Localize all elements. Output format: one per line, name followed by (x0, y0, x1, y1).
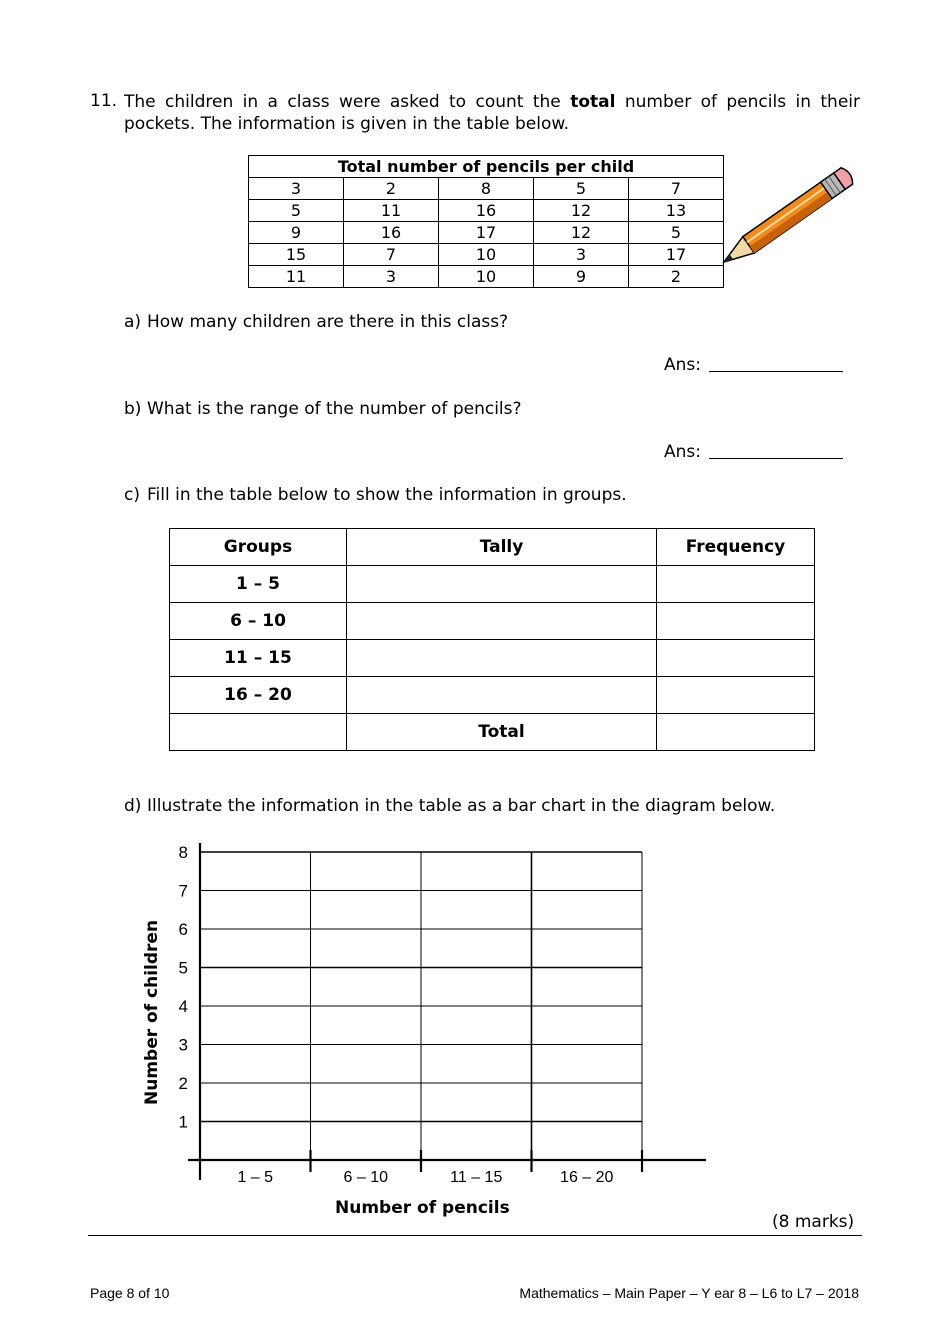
header-tally: Tally (347, 529, 657, 566)
table-cell: 2 (629, 266, 724, 288)
header-groups: Groups (170, 529, 347, 566)
x-tick-label: 1 – 5 (237, 1169, 274, 1186)
part-a-text: How many children are there in this class? (147, 312, 509, 332)
x-tick-label: 16 – 20 (560, 1169, 614, 1186)
table-cell: 3 (249, 178, 344, 200)
answer-b-label: Ans: (664, 442, 701, 462)
table-cell: 15 (249, 244, 344, 266)
part-c-label: c) (124, 485, 140, 505)
group-label: 1 – 5 (170, 566, 347, 603)
table-cell: 16 (344, 222, 439, 244)
table-cell: 2 (344, 178, 439, 200)
part-b-text: What is the range of the number of pencils? (147, 399, 522, 419)
table-cell: 7 (629, 178, 724, 200)
table-cell: 7 (344, 244, 439, 266)
table-cell: 8 (439, 178, 534, 200)
x-axis-label: Number of pencils (335, 1198, 510, 1218)
divider (88, 1235, 862, 1236)
table-cell: 5 (249, 200, 344, 222)
table-cell: 17 (629, 244, 724, 266)
header-frequency: Frequency (657, 529, 815, 566)
part-d-text: Illustrate the information in the table as a bar chart in the diagram below. (147, 796, 776, 816)
question-number: 11. (90, 91, 118, 111)
table-cell: 13 (629, 200, 724, 222)
y-tick-label: 4 (178, 997, 188, 1016)
y-tick-label: 5 (178, 958, 188, 978)
pencils-table-title: Total number of pencils per child (249, 156, 724, 178)
x-tick-label: 6 – 10 (343, 1169, 388, 1186)
table-cell: 3 (344, 266, 439, 288)
y-tick-label: 2 (178, 1074, 188, 1093)
y-tick-label: 8 (178, 843, 188, 862)
answer-a-label: Ans: (664, 355, 701, 375)
table-cell: 9 (249, 222, 344, 244)
table-cell: 3 (534, 244, 629, 266)
table-cell: 5 (534, 178, 629, 200)
part-d-label: d) (124, 796, 142, 816)
table-cell: 12 (534, 222, 629, 244)
intro-text-2: number of pencils in their pockets. The information is given in the table below. (124, 92, 860, 134)
y-tick-label: 6 (178, 920, 188, 939)
y-axis-label: Number of children (142, 919, 162, 1105)
part-b-label: b) (124, 399, 142, 419)
total-label: Total (347, 714, 657, 751)
table-cell: 5 (629, 222, 724, 244)
group-label: 11 – 15 (170, 640, 347, 677)
table-cell: 16 (439, 200, 534, 222)
table-cell: 17 (439, 222, 534, 244)
y-tick-label: 1 (178, 1112, 188, 1132)
table-cell: 10 (439, 266, 534, 288)
footer-paper: Mathematics – Main Paper – Y ear 8 – L6 to L7 – 2018 (519, 1285, 859, 1301)
footer-page: Page 8 of 10 (90, 1285, 170, 1301)
group-label: 6 – 10 (170, 603, 347, 640)
group-label: 16 – 20 (170, 677, 347, 714)
x-tick-label: 11 – 15 (450, 1169, 503, 1186)
part-c-text: Fill in the table below to show the information in groups. (147, 485, 627, 505)
marks-label: (8 marks) (772, 1212, 855, 1232)
intro-text-1: The children in a class were asked to count the (124, 92, 571, 112)
y-tick-label: 7 (178, 881, 188, 901)
table-cell: 10 (439, 244, 534, 266)
table-cell: 11 (249, 266, 344, 288)
table-cell: 12 (534, 200, 629, 222)
y-tick-label: 3 (178, 1035, 188, 1055)
part-a-label: a) (124, 312, 142, 332)
table-cell: 11 (344, 200, 439, 222)
intro-bold-word: total (570, 92, 616, 112)
table-cell: 9 (534, 266, 629, 288)
